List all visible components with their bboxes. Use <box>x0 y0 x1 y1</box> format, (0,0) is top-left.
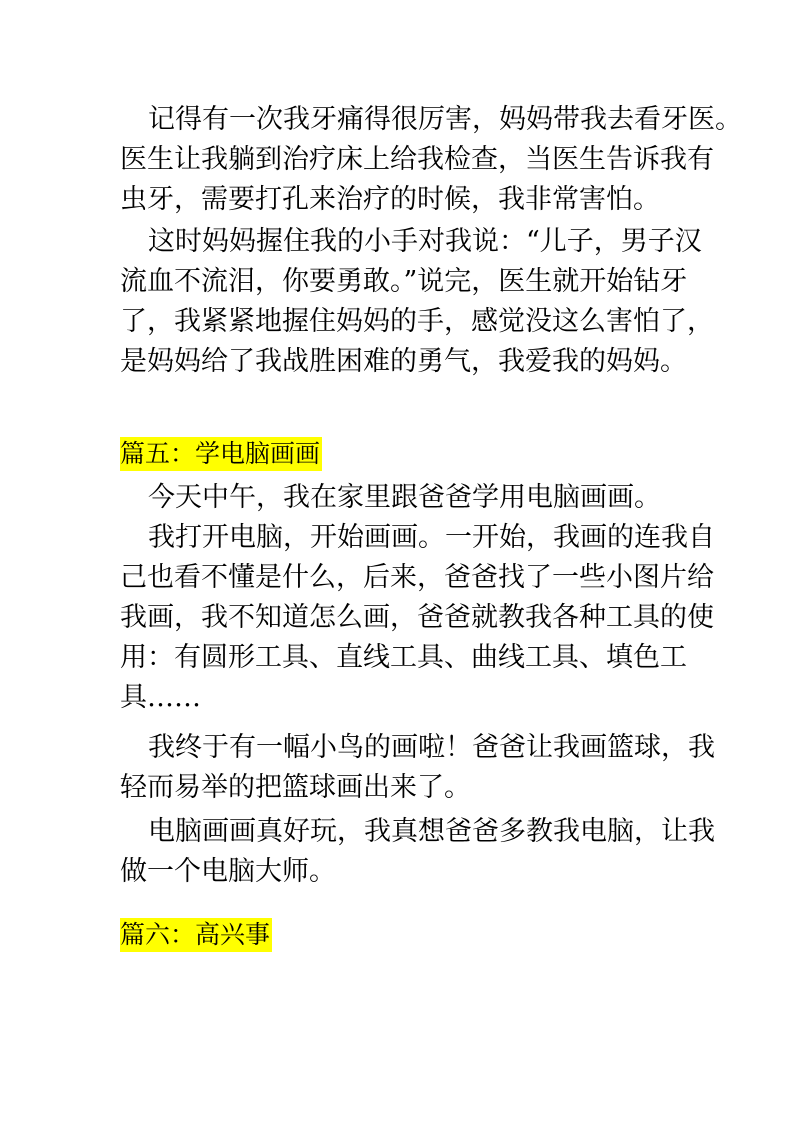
section-heading-five <box>120 437 322 473</box>
paragraph-line: 轻而易举的把篮球画出来了。 <box>120 772 471 803</box>
paragraph-line: 记得有一次我牙痛得很厉害，妈妈带我去看牙医。 <box>148 104 742 135</box>
paragraph-line: 我终于有一幅小鸟的画啦！爸爸让我画篮球，我 <box>148 732 715 763</box>
paragraph-line: 我画，我不知道怎么画，爸爸就教我各种工具的使 <box>120 602 714 633</box>
section-heading-text: 篇五：学电脑画画 <box>120 437 322 471</box>
paragraph-line: 今天中午，我在家里跟爸爸学用电脑画画。 <box>148 482 661 513</box>
paragraph-line: 己也看不懂是什么，后来，爸爸找了一些小图片给 <box>120 562 714 593</box>
paragraph-line: 电脑画画真好玩，我真想爸爸多教我电脑，让我 <box>148 816 715 847</box>
paragraph-line: 我打开电脑，开始画画。一开始，我画的连我自 <box>148 522 715 553</box>
paragraph-line: 了，我紧紧地握住妈妈的手，感觉没这么害怕了， <box>120 306 714 337</box>
paragraph-line: 流血不流泪，你要勇敢。”说完，医生就开始钻牙 <box>120 266 688 297</box>
paragraph-line: 这时妈妈握住我的小手对我说：“儿子，男子汉 <box>148 226 702 257</box>
section-heading-text: 篇六：高兴事 <box>120 918 272 952</box>
paragraph-line: 用：有圆形工具、直线工具、曲线工具、填色工 <box>120 642 687 673</box>
paragraph-line: 做一个电脑大师。 <box>120 856 336 887</box>
paragraph-line: 具…… <box>120 682 201 713</box>
section-heading-six <box>120 918 272 954</box>
paragraph-line: 虫牙，需要打孔来治疗的时候，我非常害怕。 <box>120 184 660 215</box>
paragraph-line: 是妈妈给了我战胜困难的勇气，我爱我的妈妈。 <box>120 346 687 377</box>
paragraph-line: 医生让我躺到治疗床上给我检查，当医生告诉我有 <box>120 144 714 175</box>
